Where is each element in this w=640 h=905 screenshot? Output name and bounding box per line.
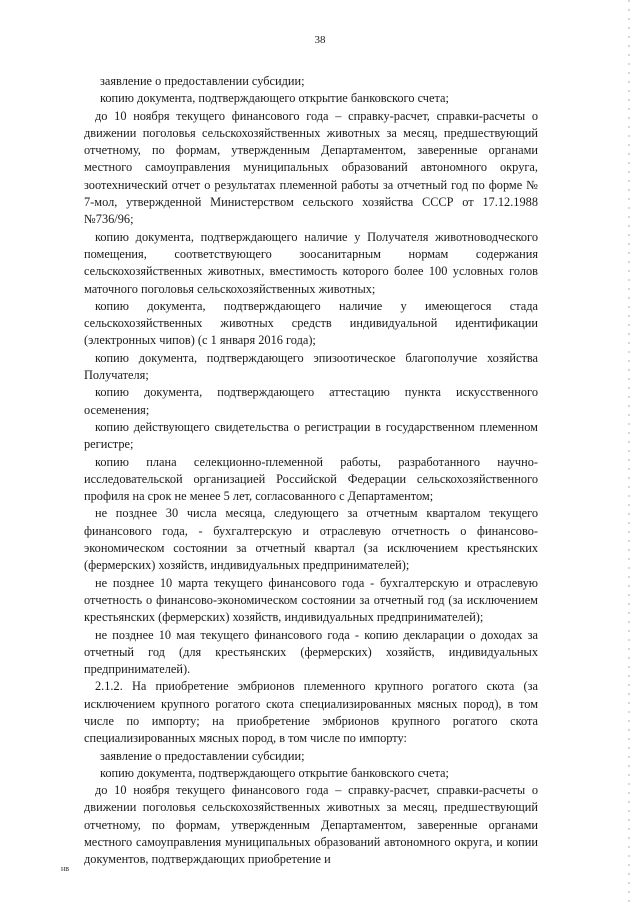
paragraph-breeding-plan: копию плана селекционно-племенной работы, разработанного научно-исследовательской организацией Российской Федерации сельскохозяйственного профиля на срок не менее 5 лет, согласованного с Департаментом; bbox=[84, 454, 538, 504]
paragraph-breeding-register: копию действующего свидетельства о регистрации в государственном племенном регистре; bbox=[84, 419, 538, 452]
paragraph-section-2-1-2: 2.1.2. На приобретение эмбрионов племенного крупного рогатого скота (за исключением крупного рогатого скота специализированных мясных пород), в том числе по импорту; на приобретение эмбрионов крупного рогатого скота специализированных мясных пород, в том числе по импорту: bbox=[84, 679, 538, 746]
paragraph-epizootic: копию документа, подтверждающего эпизоотическое благополучие хозяйства Получателя; bbox=[84, 350, 538, 383]
paragraph-identification: копию документа, подтверждающего наличие у имеющегося стада сельскохозяйственных животных средств индивидуальной идентификации (электронных чипов) (с 1 января 2016 года); bbox=[84, 298, 538, 348]
paragraph-november-report-2: до 10 ноября текущего финансового года – справку-расчет, справки-расчеты о движении поголовья сельскохозяйственных животных за месяц, предшествующий отчетному, по формам, утвержденным Департаментом, заверенные органами местного самоуправления муниципальных образований автономного округа, и копии документов, подтверждающих приобретение и bbox=[84, 783, 538, 867]
paragraph-bank-account-2: копию документа, подтверждающего открытие банковского счета; bbox=[100, 765, 449, 780]
paragraph-annual-report: не позднее 10 марта текущего финансового года - бухгалтерскую и отраслевую отчетность о финансово-экономическом состоянии за отчетный год (за исключением крестьянских (фермерских) хозяйств, индивидуальных предпринимателей); bbox=[84, 575, 538, 625]
document-body bbox=[84, 73, 538, 869]
paragraph-insemination: копию документа, подтверждающего аттестацию пункта искусственного осеменения; bbox=[84, 385, 538, 417]
paragraph-november-report: до 10 ноября текущего финансового года – справку-расчет, справки-расчеты о движении поголовья сельскохозяйственных животных за месяц, предшествующий отчетному, по формам, утвержденным Департаментом, заверенные органами местного самоуправления муниципальных образований автономного округа, зоотехнический отчет о результатах племенной работы за отчетный год по форме № 7-мол, утвержденной Министерством сельского хозяйства СССР от 17.12.1988 №736/96; bbox=[84, 108, 538, 227]
paragraph-income-declaration: не позднее 10 мая текущего финансового года - копию декларации о доходах за отчетный год (для крестьянских (фермерских) хозяйств, индивидуальных предпринимателей). bbox=[84, 627, 538, 677]
footer-mark: нв bbox=[61, 864, 70, 873]
paragraph-bank-account: копию документа, подтверждающего открытие банковского счета; bbox=[100, 91, 449, 106]
paragraph-application-2: заявление о предоставлении субсидии; bbox=[100, 748, 305, 763]
paragraph-premises: копию документа, подтверждающего наличие у Получателя животноводческого помещения, соответствующего зоосанитарным нормам содержания сельскохозяйственных животных, вместимость которого более 100 условных голов маточного поголовья сельскохозяйственных животных; bbox=[84, 229, 538, 296]
scan-edge-artifact bbox=[628, 0, 630, 905]
paragraph-application: заявление о предоставлении субсидии; bbox=[100, 74, 305, 88]
page-number: 38 bbox=[314, 34, 326, 46]
paragraph-quarterly-report: не позднее 30 числа месяца, следующего за отчетным кварталом текущего финансового года, - бухгалтерскую и отраслевую отчетность о финансово-экономическом состоянии за отчетный квартал (за исключением крестьянских (фермерских) хозяйств, индивидуальных предпринимателей); bbox=[84, 506, 538, 573]
